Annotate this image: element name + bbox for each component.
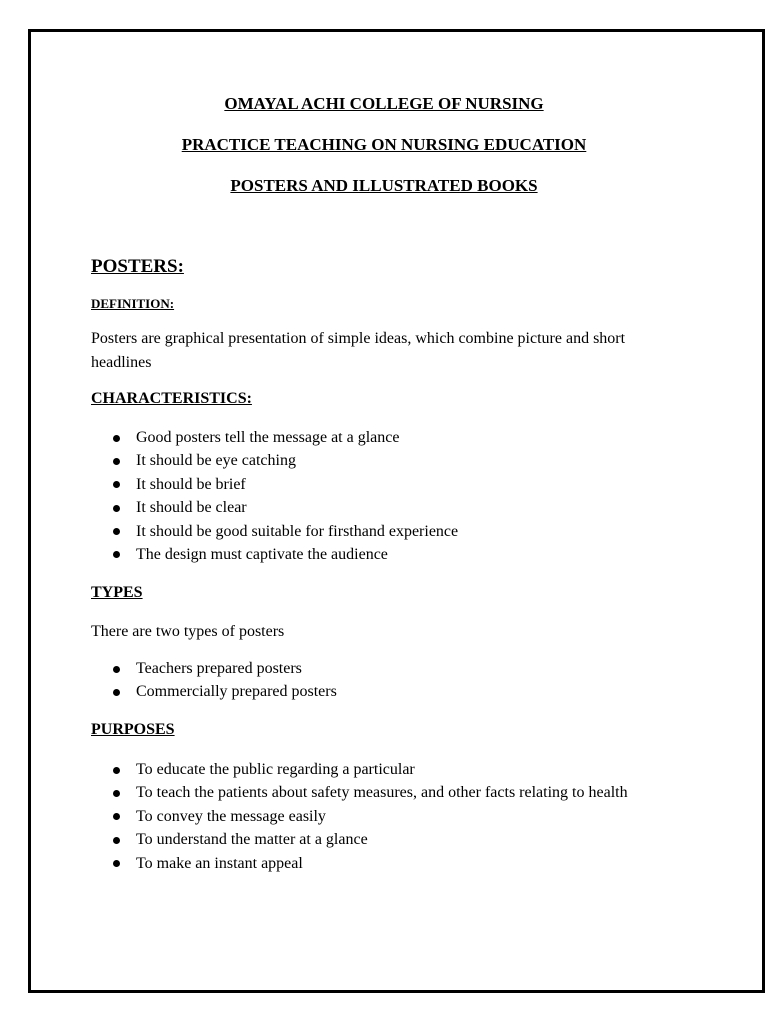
types-heading: TYPES — [91, 584, 143, 601]
list-item — [112, 805, 628, 828]
definition-heading: DEFINITION: — [91, 296, 175, 311]
list-item — [112, 520, 458, 543]
list-item-text: To educate the public regarding a particular — [136, 761, 415, 778]
list-item — [112, 852, 628, 875]
bullet-icon — [113, 860, 120, 867]
types-list — [112, 657, 337, 704]
list-item — [112, 781, 628, 804]
list-item-text: Commercially prepared posters — [136, 683, 337, 701]
purposes-heading: PURPOSES — [91, 721, 175, 738]
bullet-icon — [113, 505, 120, 512]
list-item-text: It should be clear — [136, 499, 247, 517]
bullet-icon — [113, 481, 120, 488]
list-item-text: It should be eye catching — [136, 452, 296, 470]
college-title: OMAYAL ACHI COLLEGE OF NURSING — [224, 94, 544, 113]
types-intro: There are two types of posters — [91, 623, 285, 640]
posters-heading: POSTERS: — [91, 256, 184, 277]
characteristics-list — [112, 426, 458, 566]
bullet-icon — [113, 458, 120, 465]
list-item-text: To convey the message easily — [136, 807, 326, 825]
list-item — [112, 758, 628, 781]
list-item — [112, 680, 337, 703]
list-item-text: To make an instant appeal — [136, 854, 303, 872]
bullet-icon — [113, 528, 120, 535]
bullet-icon — [113, 689, 120, 696]
list-item-text: To teach the patients about safety measures, and other facts relating to health — [136, 784, 628, 802]
list-item — [112, 473, 458, 496]
list-item-text: Teachers prepared posters — [136, 660, 302, 677]
purposes-list — [112, 758, 628, 875]
definition-line-1: Posters are graphical presentation of simple ideas, which combine picture and short — [91, 330, 626, 347]
bullet-icon — [113, 837, 120, 844]
bullet-icon — [113, 813, 120, 820]
definition-text — [91, 327, 625, 375]
definition-line-2: headlines — [91, 354, 152, 371]
bullet-icon — [113, 767, 120, 774]
list-item-text: It should be brief — [136, 475, 246, 493]
list-item-text: Good posters tell the message at a glance — [136, 429, 400, 446]
list-item-text: It should be good suitable for firsthand experience — [136, 522, 459, 540]
list-item-text: The design must captivate the audience — [136, 545, 388, 563]
list-item — [112, 496, 458, 519]
list-item — [112, 828, 628, 851]
list-item — [112, 543, 458, 566]
list-item-text: To understand the matter at a glance — [136, 831, 368, 849]
bullet-icon — [113, 551, 120, 558]
bullet-icon — [113, 666, 120, 673]
list-item — [112, 449, 458, 472]
list-item — [112, 657, 337, 680]
bullet-icon — [113, 790, 120, 797]
list-item — [112, 426, 458, 449]
subject-title: PRACTICE TEACHING ON NURSING EDUCATION — [181, 135, 587, 154]
topic-title: POSTERS AND ILLUSTRATED BOOKS — [230, 176, 538, 195]
bullet-icon — [113, 435, 120, 442]
characteristics-heading: CHARACTERISTICS: — [91, 390, 252, 407]
